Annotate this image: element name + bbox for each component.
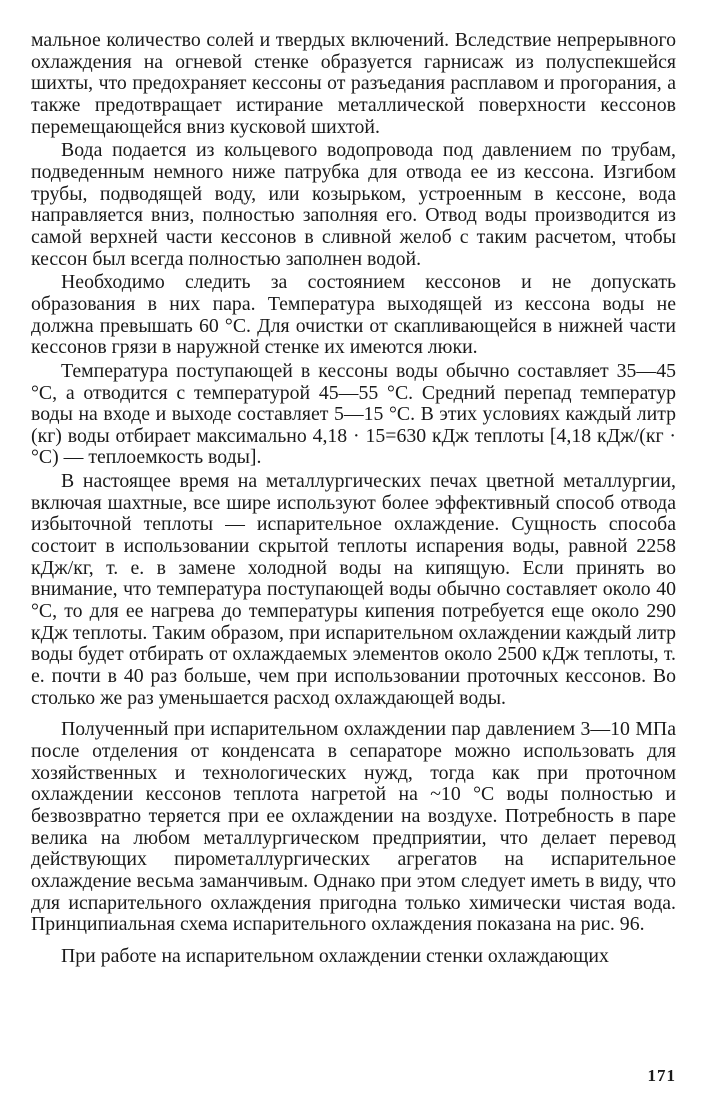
paragraph-evaporative-cooling: В настоящее время на металлургических печах цветной металлургии, включая шахтные, все шире используют более эффективный способ отвода избыточной теплоты — испарительное охлаждение. Сущность способа состоит в использовании скрытой теплоты испарения воды, равной 2258 кДж/кг, т. е. в замене холодной воды на кипящую. Если принять во внимание, что температура поступающей воды обычно составляет около 40 °С, то для ее нагрева до температуры кипения потребуется еще около 290 кДж теплоты. Таким образом, при испарительном охлаждении каждый литр воды будет отбирать от охлаждаемых элементов около 2500 кДж теплоты, т. е. почти в 40 раз больше, чем при использовании проточных кессонов. Во столько же раз уменьшается расход охлаждающей воды.: [31, 470, 676, 709]
paragraph-steam-use: Полученный при испарительном охлаждении пар давлением 3—10 МПа после отделения от конденсата в сепараторе можно использовать для хозяйственных и технологических нужд, тогда как при проточном охлаждении кессонов теплота нагретой на ~10 °С воды полностью и безвозвратно теряется при ее охлаждении на воздухе. Потребность в паре велика на любом металлургическом предприятии, что делает перевод действующих пирометаллургических агрегатов на испарительное охлаждение весьма заманчивым. Однако при этом следует иметь в виду, что для испарительного охлаждения пригодна только химически чистая вода. Принципиальная схема испарительного охлаждения показана на рис. 96.: [31, 718, 676, 936]
paragraph-steam-prevention: Необходимо следить за состоянием кессонов и не допускать образования в них пара. Температура выходящей из кессона воды не должна превышать 60 °С. Для очистки от скапливающейся в нижней части кессонов грязи в наружной стенке их имеются люки.: [31, 271, 676, 359]
paragraph-temperature: Температура поступающей в кессоны воды обычно составляет 35—45 °С, а отводится с температурой 45—55 °С. Средний перепад температур воды на входе и выходе составляет 5—15 °С. В этих условиях каждый литр (кг) воды отбирает максимально 4,18 · 15=630 кДж теплоты [4,18 кДж/(кг · °С) — теплоемкость воды].: [31, 359, 676, 469]
paragraph-continuation: мальное количество солей и твердых включений. Вследствие непрерывного охлаждения на огневой стенке образуется гарнисаж из полуспекшейся шихты, что предохраняет кессоны от разъедания расплавом и прогорания, а также предотвращает истирание металлической поверхности кессонов перемещающейся вниз кусковой шихтой.: [31, 29, 676, 138]
page-number: 171: [647, 1066, 676, 1085]
paragraph-final-line: При работе на испарительном охлаждении стенки охлаждающих: [61, 944, 609, 967]
body-text: [31, 30, 676, 968]
paragraph-water-supply: Вода подается из кольцевого водопровода под давлением по трубам, подведенным немного ниже патрубка для отвода ее из кессона. Изгибом трубы, подводящей воду, или козырьком, устроенным в кессоне, вода направляется вниз, полностью заполняя его. Отвод воды производится из самой верхней части кессонов в сливной желоб с таким расчетом, чтобы кессон был всегда полностью заполнен водой.: [31, 139, 676, 270]
